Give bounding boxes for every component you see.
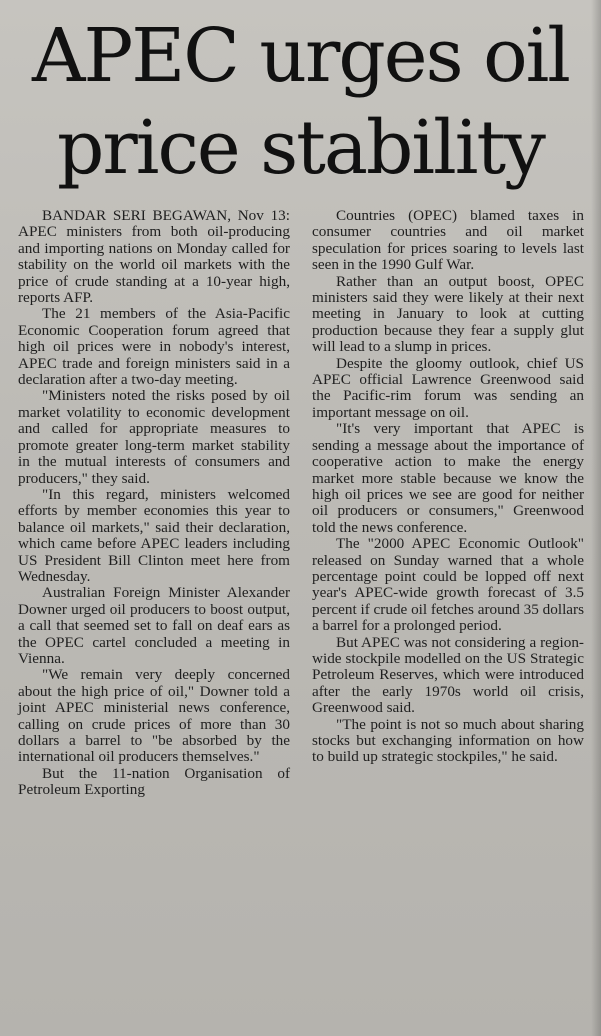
paragraph: Countries (OPEC) blamed taxes in consumer countries and oil market speculation for prices soaring to levels last seen in the 1990 Gulf War. (312, 207, 584, 274)
headline (0, 10, 601, 194)
paragraph: The 21 members of the Asia-Pacific Economic Cooperation forum agreed that high oil prices were in nobody's interest, APEC trade and foreign ministers said in a declaration after a two-day meeting. (18, 305, 290, 389)
paragraph: BANDAR SERI BEGAWAN, Nov 13: APEC ministers from both oil-producing and importing nations on Monday called for stability on the world oil markets with the price of crude standing at a 10-year high, reports AFP. (18, 207, 290, 307)
paragraph: "We remain very deeply concerned about the high price of oil," Downer told a joint APEC ministerial news conference, calling on crude prices of more than 30 dollars a barrel to "be absorbed by the international oil producers themselves." (18, 666, 290, 766)
paragraph: "Ministers noted the risks posed by oil market volatility to economic development and called for appropriate measures to promote greater long-term market stability in the mutual interests of consumers and producers," they said. (18, 387, 290, 487)
paragraph: Rather than an output boost, OPEC ministers said they were likely at their next meeting in January to look at cutting production because they fear a supply glut will lead to a slump in prices. (312, 272, 584, 356)
paragraph: But APEC was not considering a region-wide stockpile modelled on the US Strategic Petroleum Reserves, which were introduced after the early 1970s world oil crisis, Greenwood said. (312, 633, 584, 717)
headline-line-1: APEC urges oil (32, 13, 569, 99)
paragraph: But the 11-nation Organisation of Petroleum Exporting (18, 764, 290, 799)
left-column (18, 208, 290, 1028)
headline-line-2: price stability (57, 105, 544, 191)
paragraph: "It's very important that APEC is sending a message about the importance of cooperative action to make the energy market more stable because we know the high oil prices we see are good for neither oil producers or consumers," Greenwood told the news conference. (312, 420, 584, 536)
page-edge-shadow (591, 0, 601, 1036)
paragraph: Australian Foreign Minister Alexander Downer urged oil producers to boost output, a call that seemed set to fall on deaf ears as the OPEC cartel concluded a meeting in Vienna. (18, 584, 290, 667)
right-column (312, 208, 584, 1028)
paragraph: The "2000 APEC Economic Outlook" released on Sunday warned that a whole percentage point could be lopped off next year's APEC-wide growth forecast of 3.5 percent if crude oil fetches around 35 dollars a barrel for a prolonged period. (312, 535, 585, 635)
paragraph: "The point is not so much about sharing stocks but exchanging information on how to build up strategic stockpiles," he said. (312, 715, 584, 766)
article-body (18, 208, 588, 1028)
paragraph: "In this regard, ministers welcomed efforts by member economies this year to balance oil markets," said their declaration, which came before APEC leaders including US President Bill Clinton meet here from Wednesday. (18, 485, 290, 585)
paragraph: Despite the gloomy outlook, chief US APEC official Lawrence Greenwood said the Pacific-rim forum was sending an important message on oil. (312, 354, 584, 421)
